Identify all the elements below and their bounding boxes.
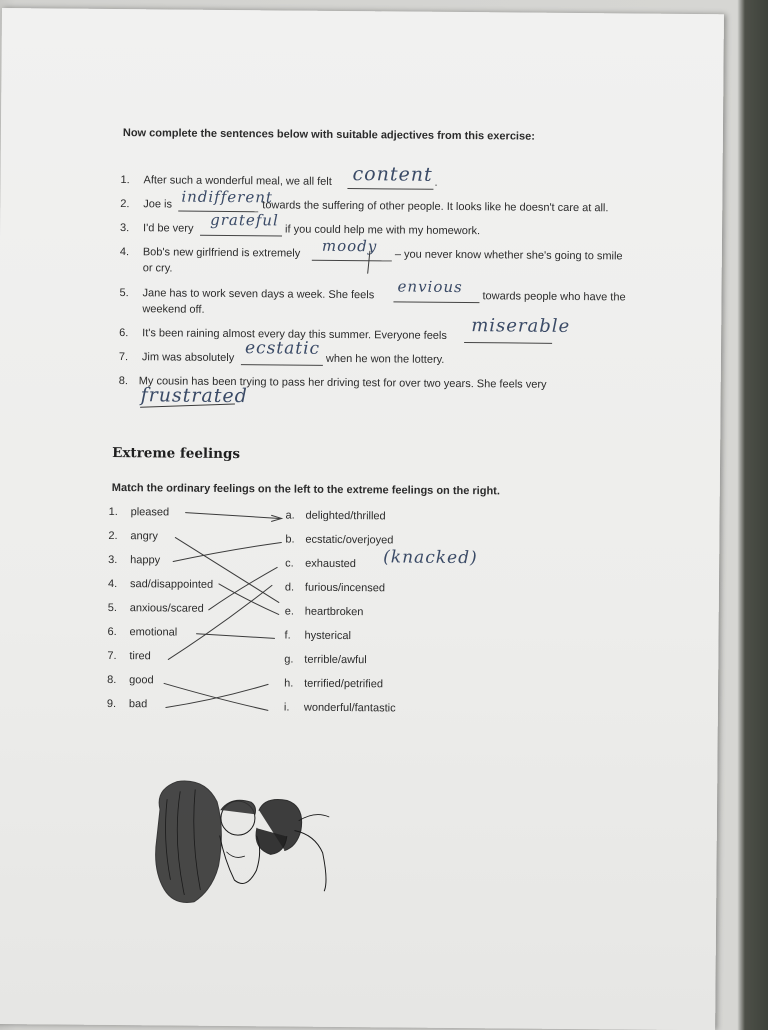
worksheet-page <box>0 8 724 1030</box>
family-illustration <box>155 781 329 904</box>
right-item: heartbroken <box>304 605 364 619</box>
left-num: 4. <box>107 577 118 591</box>
handwritten-answer: content <box>352 163 433 186</box>
left-num: 9. <box>106 697 117 711</box>
item-text: Jane has to work seven days a week. She feels <box>142 287 375 302</box>
left-item: happy <box>130 554 161 567</box>
item-number: 7. <box>118 351 129 364</box>
item-text: My cousin has been trying to pass her driving test for over two years. She feels very <box>138 375 547 391</box>
left-item: good <box>129 674 154 687</box>
match-line <box>168 584 272 660</box>
item-number: 8. <box>118 375 128 388</box>
right-letter: b. <box>285 533 295 546</box>
item-text: Joe is <box>143 198 173 211</box>
handwritten-answer: ecstatic <box>244 338 321 359</box>
item-text: – you never know whether she's going to smile <box>394 248 623 263</box>
item-text: It's been raining almost every day this summer. Everyone feels <box>142 327 447 342</box>
match-line <box>164 683 268 710</box>
pen-stroke <box>368 251 370 273</box>
left-item: sad/disappointed <box>129 578 214 591</box>
handwritten-answer: frustrated <box>140 384 248 408</box>
item-number: 2. <box>120 198 130 211</box>
left-item: anxious/scared <box>129 602 204 615</box>
section-title: Extreme feelings <box>112 444 241 463</box>
item-text: Jim was absolutely <box>141 351 235 365</box>
right-letter: g. <box>284 653 294 666</box>
pencil-annotations <box>0 8 724 1030</box>
match-line <box>197 634 275 639</box>
right-item: ecstatic/overjoyed <box>305 533 394 547</box>
left-num: 7. <box>107 649 117 663</box>
match-line <box>219 584 279 615</box>
match-line <box>166 683 268 708</box>
handwritten-answer: moody <box>321 236 378 256</box>
left-item: emotional <box>129 626 178 639</box>
match-line <box>173 542 281 563</box>
right-letter: c. <box>285 557 294 570</box>
right-letter: f. <box>284 629 291 642</box>
item-text: if you could help me with my homework. <box>285 223 481 238</box>
left-num: 3. <box>108 553 118 567</box>
left-item: angry <box>130 530 158 543</box>
item-number: 3. <box>120 222 130 235</box>
match-line <box>175 538 280 603</box>
right-item: terrible/awful <box>304 653 367 667</box>
exercise1-instruction: Now complete the sentences below with suitable adjectives from this exercise: <box>122 127 535 143</box>
left-num: 5. <box>107 601 118 615</box>
right-letter: i. <box>283 701 290 714</box>
pen-stroke <box>141 403 235 408</box>
item-text-line2: weekend off. <box>142 303 205 316</box>
left-item: pleased <box>130 506 170 519</box>
right-item: hysterical <box>304 629 352 643</box>
item-number: 1. <box>120 174 130 187</box>
right-item: delighted/thrilled <box>305 509 386 523</box>
left-num: 8. <box>107 673 117 687</box>
item-text: towards people who have the <box>482 290 626 304</box>
left-num: 6. <box>107 625 117 639</box>
right-item: exhausted <box>305 557 356 571</box>
left-item: tired <box>129 650 151 663</box>
exercise2-instruction: Match the ordinary feelings on the left to the extreme feelings on the right. <box>111 481 500 498</box>
right-item: terrified/petrified <box>304 677 384 691</box>
right-letter: a. <box>285 509 295 522</box>
match-line <box>209 567 277 611</box>
handwritten-answer: envious <box>397 277 463 297</box>
right-item: wonderful/fantastic <box>303 701 396 715</box>
item-number: 5. <box>119 287 129 300</box>
handwritten-answer: miserable <box>471 315 571 337</box>
right-letter: d. <box>284 581 295 594</box>
right-item: furious/incensed <box>304 581 386 595</box>
left-item: bad <box>128 698 148 711</box>
item-text: I'd be very <box>143 222 194 235</box>
right-letter: h. <box>284 677 294 690</box>
item-text: . <box>434 176 438 189</box>
item-text: when he won the lottery. <box>325 352 445 366</box>
item-number: 6. <box>119 327 129 340</box>
handwritten-answer: grateful <box>210 210 279 230</box>
item-text-line2: or cry. <box>142 262 173 275</box>
item-text: Bob's new girlfriend is extremely <box>142 246 301 260</box>
match-line <box>186 513 280 519</box>
item-text: After such a wonderful meal, we all felt <box>143 174 332 188</box>
left-num: 2. <box>108 529 118 543</box>
handwritten-answer: indifferent <box>181 187 274 207</box>
handwritten-note: (knacked) <box>383 547 478 569</box>
left-num: 1. <box>108 505 118 519</box>
right-letter: e. <box>284 605 294 618</box>
item-number: 4. <box>119 246 130 259</box>
item-text: towards the suffering of other people. It looks like he doesn't care at all. <box>262 199 609 215</box>
